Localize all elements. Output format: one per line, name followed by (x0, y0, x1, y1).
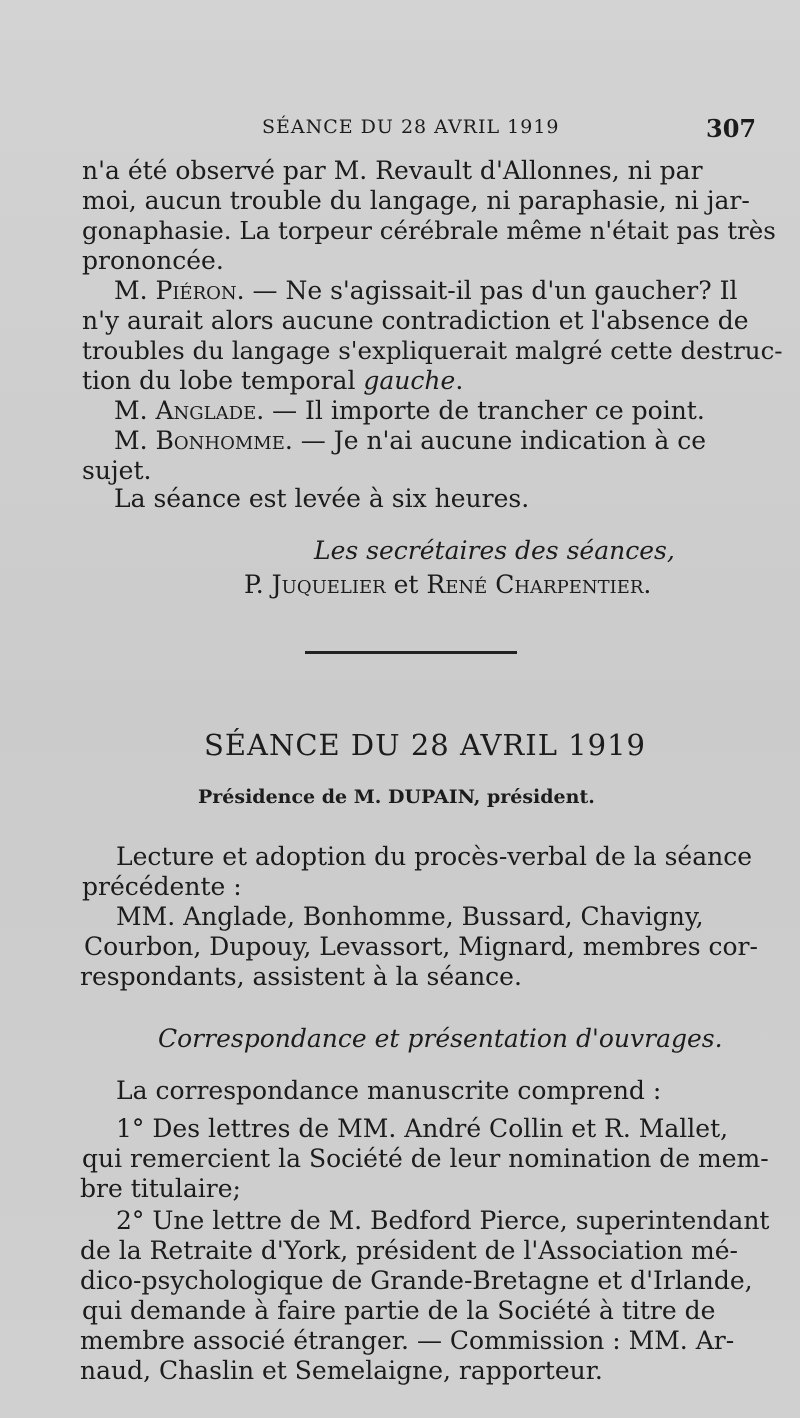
text-line: qui demande à faire partie de la Société à titre de (82, 1296, 716, 1325)
text-span: et (385, 570, 427, 599)
text-line: troubles du langage s'expliquerait malgré cette destruc- (82, 336, 783, 365)
secretary-name: René Charpentier (426, 570, 644, 599)
text-line: bre titulaire; (80, 1174, 241, 1203)
text-line: La correspondance manuscrite comprend : (116, 1076, 662, 1105)
text-line: n'y aurait alors aucune contradiction et l'absence de (82, 306, 749, 335)
signature-names (244, 570, 651, 600)
text-line: moi, aucun trouble du langage, ni paraphasie, ni jar- (82, 186, 750, 215)
text-line: qui remercient la Société de leur nomination de mem- (82, 1144, 769, 1173)
speaker-name: Piéron (155, 276, 237, 305)
speaker-prefix: M. (114, 396, 156, 425)
text-line: membre associé étranger. — Commission : MM. Ar- (80, 1326, 735, 1355)
text-line: respondants, assistent à la séance. (80, 962, 522, 991)
text-line: sujet. (82, 456, 152, 485)
anglade-remark (114, 396, 705, 426)
text-span: P. (244, 570, 272, 599)
text-line: gonaphasie. La torpeur cérébrale même n'était pas très (82, 216, 776, 245)
presidency-line: Présidence de M. DUPAIN, président. (198, 786, 595, 808)
speaker-name: Anglade (155, 396, 257, 425)
closing-line: La séance est levée à six heures. (114, 484, 530, 513)
section-heading: Correspondance et présentation d'ouvrages. (158, 1024, 723, 1053)
speaker-prefix: M. (114, 276, 156, 305)
text-line: Courbon, Dupouy, Levassort, Mignard, membres cor- (84, 932, 758, 961)
italic-word: gauche (363, 366, 456, 395)
text-line: n'a été observé par M. Revault d'Allonnes, ni par (82, 156, 703, 185)
remark-text: . — Ne s'agissait-il pas d'un gaucher? Il (236, 276, 738, 305)
text-span: tion du lobe temporal (82, 366, 364, 395)
speaker-name: Bonhomme (155, 426, 285, 455)
text-line: prononcée. (82, 246, 224, 275)
text-line: 1° Des lettres de MM. André Collin et R. Mallet, (116, 1114, 729, 1143)
text-line: dico-psychologique de Grande-Bretagne et d'Irlande, (80, 1266, 753, 1295)
text-line: précédente : (82, 872, 242, 901)
text-line: 2° Une lettre de M. Bedford Pierce, superintendant (116, 1206, 770, 1235)
remark-text: . — Il importe de trancher ce point. (256, 396, 705, 425)
text-line: naud, Chaslin et Semelaigne, rapporteur. (80, 1356, 603, 1385)
text-span: . (643, 570, 652, 599)
text-line (82, 366, 463, 396)
section-divider (305, 651, 517, 654)
pieron-remark (114, 276, 737, 306)
text-line: de la Retraite d'York, président de l'Association mé- (80, 1236, 738, 1265)
running-header: SÉANCE DU 28 AVRIL 1919 (262, 116, 560, 138)
signature-role: Les secrétaires des séances, (314, 536, 675, 565)
text-line: MM. Anglade, Bonhomme, Bussard, Chavigny, (116, 902, 704, 931)
text-span: . (455, 366, 464, 395)
session-title: SÉANCE DU 28 AVRIL 1919 (204, 728, 646, 762)
page-number: 307 (706, 114, 757, 143)
text-line: Lecture et adoption du procès-verbal de la séance (116, 842, 752, 871)
speaker-prefix: M. (114, 426, 156, 455)
secretary-name: Juquelier (271, 570, 386, 599)
bonhomme-remark (114, 426, 706, 456)
remark-text: . — Je n'ai aucune indication à ce (284, 426, 707, 455)
